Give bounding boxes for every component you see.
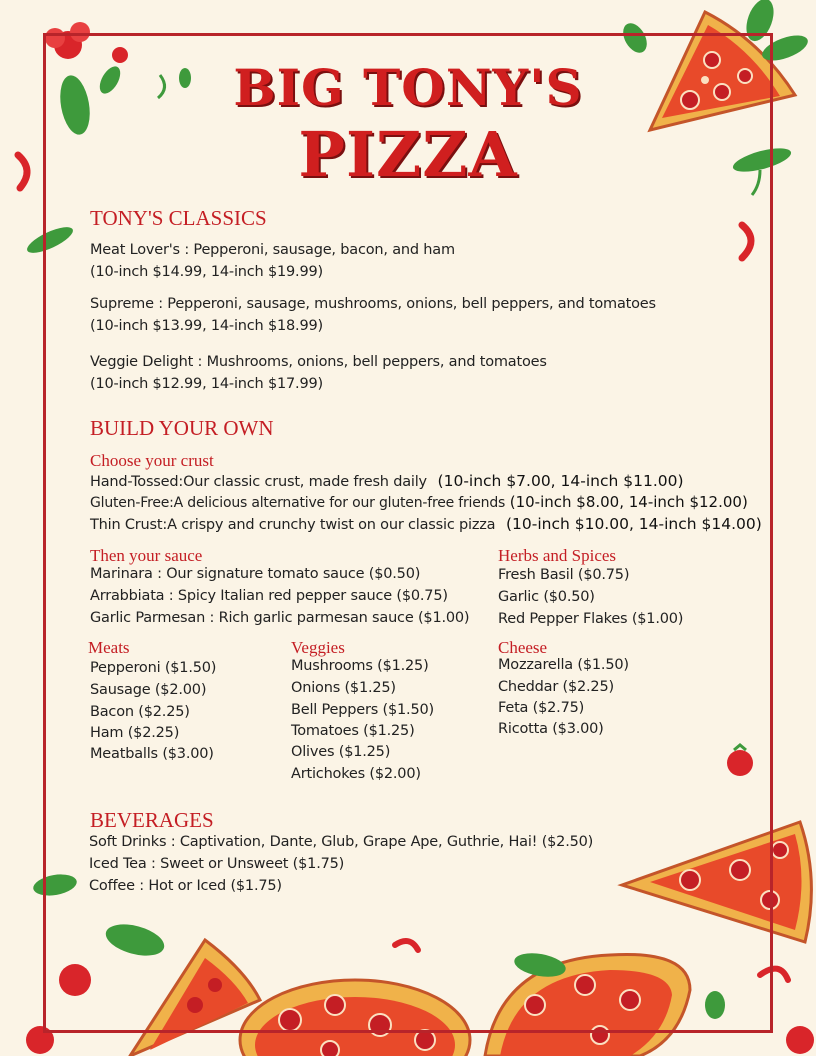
classic-price: (10-inch $12.99, 14-inch $17.99) — [90, 376, 323, 392]
restaurant-name: BIG TONY'S — [233, 58, 583, 117]
veggie-item: Bell Peppers ($1.50) — [291, 702, 434, 718]
veggie-item: Olives ($1.25) — [291, 744, 391, 760]
cheese-item: Ricotta ($3.00) — [498, 721, 604, 737]
meat-item: Sausage ($2.00) — [90, 682, 207, 698]
meat-item: Meatballs ($3.00) — [90, 746, 214, 762]
meats-title: Meats — [88, 638, 130, 657]
crust-price: (10-inch $10.00, 14-inch $14.00) — [505, 515, 762, 533]
herb-item: Red Pepper Flakes ($1.00) — [498, 611, 684, 627]
sauce-title: Then your sauce — [90, 546, 203, 565]
crust-price: (10-inch $7.00, 14-inch $11.00) — [437, 472, 684, 490]
crust-option — [90, 493, 748, 511]
crust-title: Choose your crust — [90, 451, 214, 470]
herbs-title: Herbs and Spices — [498, 546, 617, 565]
sauce-item: Arrabbiata : Spicy Italian red pepper sauce ($0.75) — [90, 588, 448, 604]
section-title-classics: TONY'S CLASSICS — [90, 206, 267, 230]
cheese-item: Cheddar ($2.25) — [498, 679, 614, 695]
veggie-item: Onions ($1.25) — [291, 680, 396, 696]
classic-price: (10-inch $13.99, 14-inch $18.99) — [90, 318, 323, 334]
veggie-item: Mushrooms ($1.25) — [291, 658, 429, 674]
crust-price: (10-inch $8.00, 14-inch $12.00) — [509, 493, 748, 511]
meat-item: Ham ($2.25) — [90, 725, 180, 741]
classic-item: Supreme : Pepperoni, sausage, mushrooms, onions, bell peppers, and tomatoes — [90, 296, 656, 312]
herb-item: Fresh Basil ($0.75) — [498, 567, 630, 583]
herb-item: Garlic ($0.50) — [498, 589, 595, 605]
beverage-item: Soft Drinks : Captivation, Dante, Glub, Grape Ape, Guthrie, Hai! ($2.50) — [89, 834, 594, 850]
crust-description: Hand-Tossed:Our classic crust, made fresh daily — [90, 474, 427, 490]
cheese-item: Feta ($2.75) — [498, 700, 585, 716]
crust-description: Thin Crust:A crispy and crunchy twist on our classic pizza — [90, 517, 496, 533]
sauce-item: Garlic Parmesan : Rich garlic parmesan sauce ($1.00) — [90, 610, 470, 626]
cheese-item: Mozzarella ($1.50) — [498, 657, 629, 673]
veggie-item: Tomatoes ($1.25) — [291, 723, 415, 739]
section-title-beverages: BEVERAGES — [90, 808, 214, 832]
section-title-build: BUILD YOUR OWN — [90, 416, 274, 440]
cheese-title: Cheese — [498, 638, 548, 657]
crust-option — [90, 472, 684, 490]
beverage-item: Coffee : Hot or Iced ($1.75) — [89, 878, 282, 894]
classic-item: Veggie Delight : Mushrooms, onions, bell peppers, and tomatoes — [90, 354, 547, 370]
crust-option — [90, 515, 762, 533]
classic-item: Meat Lover's : Pepperoni, sausage, bacon, and ham — [90, 242, 455, 258]
crust-description: Gluten-Free:A delicious alternative for our gluten-free friends — [90, 495, 506, 511]
veggies-title: Veggies — [291, 638, 345, 657]
classic-price: (10-inch $14.99, 14-inch $19.99) — [90, 264, 323, 280]
sauce-item: Marinara : Our signature tomato sauce ($0.50) — [90, 566, 421, 582]
meat-item: Pepperoni ($1.50) — [90, 660, 217, 676]
beverage-item: Iced Tea : Sweet or Unsweet ($1.75) — [89, 856, 345, 872]
meat-item: Bacon ($2.25) — [90, 704, 190, 720]
restaurant-name-pizza: PIZZA — [298, 118, 518, 191]
veggie-item: Artichokes ($2.00) — [291, 766, 421, 782]
